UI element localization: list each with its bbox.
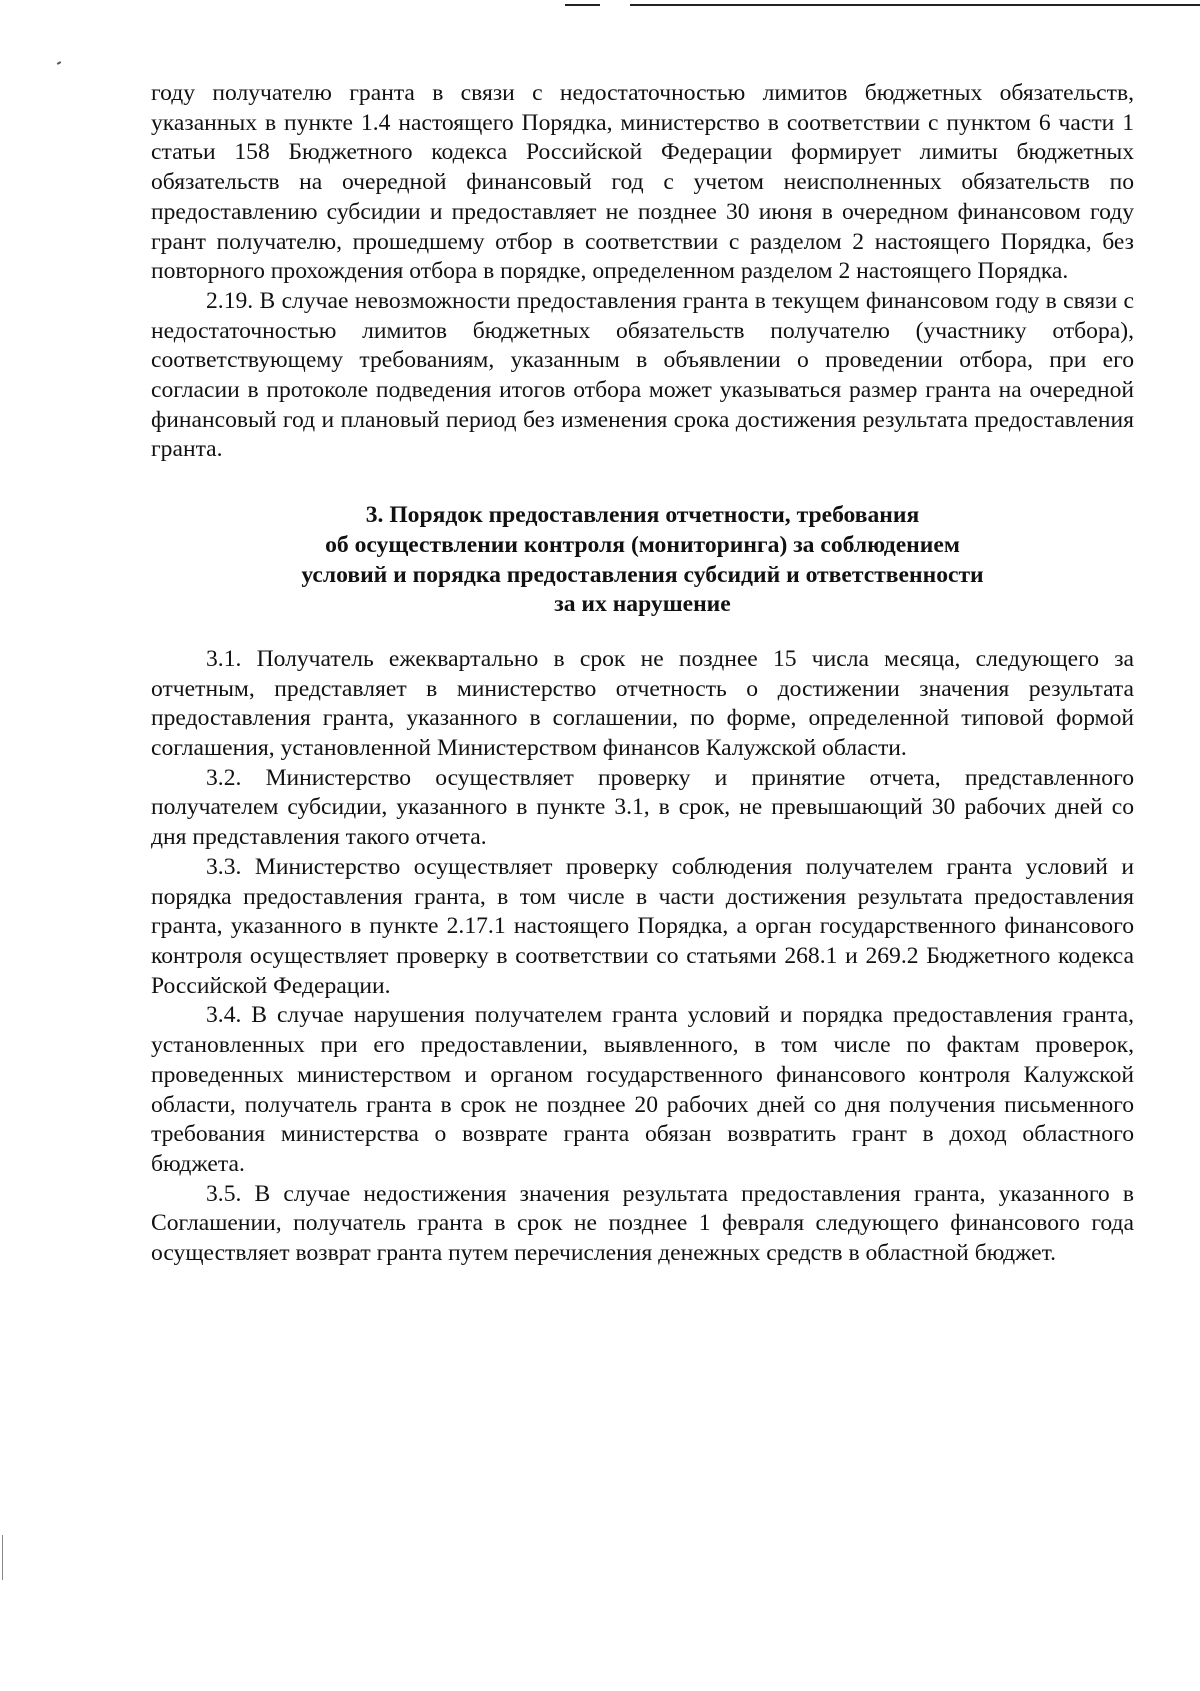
clause-2-19: 2.19. В случае невозможности предоставления гранта в текущем финансовом году в связи с недостаточностью лимитов бюджетных обязательств получателю (участнику отбора), соответствующему требованиям, указанным в объявлении о проведении отбора, при его согласии в протоколе подведения итогов отбора может указываться размер гранта на очередной финансовый год и плановый период без изменения срока достижения результата предоставления гранта. bbox=[151, 287, 1134, 463]
clause-3-2: 3.2. Министерство осуществляет проверку и принятие отчета, представленного получателем субсидии, указанного в пункте 3.1, в срок, не превышающий 30 рабочих дней со дня представления такого отчета. bbox=[151, 764, 1134, 851]
clause-3-1: 3.1. Получатель ежеквартально в срок не позднее 15 числа месяца, следующего за отчетным, представляет в министерство отчетность о достижении значения результата предоставления гранта, указанного в соглашении, по форме, определенной типовой формой соглашения, установленной Министерством финансов Калужской области. bbox=[151, 645, 1134, 762]
continued-paragraph: году получателю гранта в связи с недостаточностью лимитов бюджетных обязательств, указанных в пункте 1.4 настоящего Порядка, министерство в соответствии с пунктом 6 части 1 статьи 158 Бюджетного кодекса Российской Федерации формирует лимиты бюджетных обязательств на очередной финансовый год с учетом неисполненных обязательств по предоставлению субсидии и предоставляет не позднее 30 июня в очередном финансовом году грант получателю, прошедшему отбор в соответствии с разделом 2 настоящего Порядка, без повторного прохождения отбора в порядке, определенном разделом 2 настоящего Порядка. bbox=[151, 80, 1134, 285]
scan-top-rule bbox=[565, 4, 1200, 6]
section-3-heading-line: 3. Порядок предоставления отчетности, требования bbox=[365, 502, 920, 529]
scan-rule-gap bbox=[600, 3, 630, 7]
section-3-heading-line: условий и порядка предоставления субсидий и ответственности bbox=[301, 561, 984, 588]
document-body bbox=[151, 79, 1134, 1269]
clause-3-3: 3.3. Министерство осуществляет проверку соблюдения получателем гранта условий и порядка предоставления гранта, в том числе в части достижения результата предоставления гранта, указанного в пункте 2.17.1 настоящего Порядка, а орган государственного финансового контроля осуществляет проверку в соответствии со статьями 268.1 и 269.2 Бюджетного кодекса Российской Федерации. bbox=[151, 853, 1134, 999]
scan-speck bbox=[57, 61, 61, 65]
section-3-heading bbox=[151, 501, 1134, 620]
scan-edge-mark bbox=[2, 1535, 3, 1580]
clause-3-5: 3.5. В случае недостижения значения результата предоставления гранта, указанного в Соглашении, получатель гранта в срок не позднее 1 февраля следующего финансового года осуществляет возврат гранта путем перечисления денежных средств в областной бюджет. bbox=[151, 1180, 1134, 1267]
section-3-heading-line: за их нарушение bbox=[554, 591, 731, 618]
section-3-heading-line: об осуществлении контроля (мониторинга) за соблюдением bbox=[325, 531, 960, 558]
clause-3-4: 3.4. В случае нарушения получателем гранта условий и порядка предоставления гранта, установленных при его предоставлении, выявленного, в том числе по фактам проверок, проведенных министерством и органом государственного финансового контроля Калужской области, получатель гранта в срок не позднее 20 рабочих дней со дня получения письменного требования министерства о возврате гранта обязан возвратить грант в доход областного бюджета. bbox=[151, 1002, 1134, 1177]
